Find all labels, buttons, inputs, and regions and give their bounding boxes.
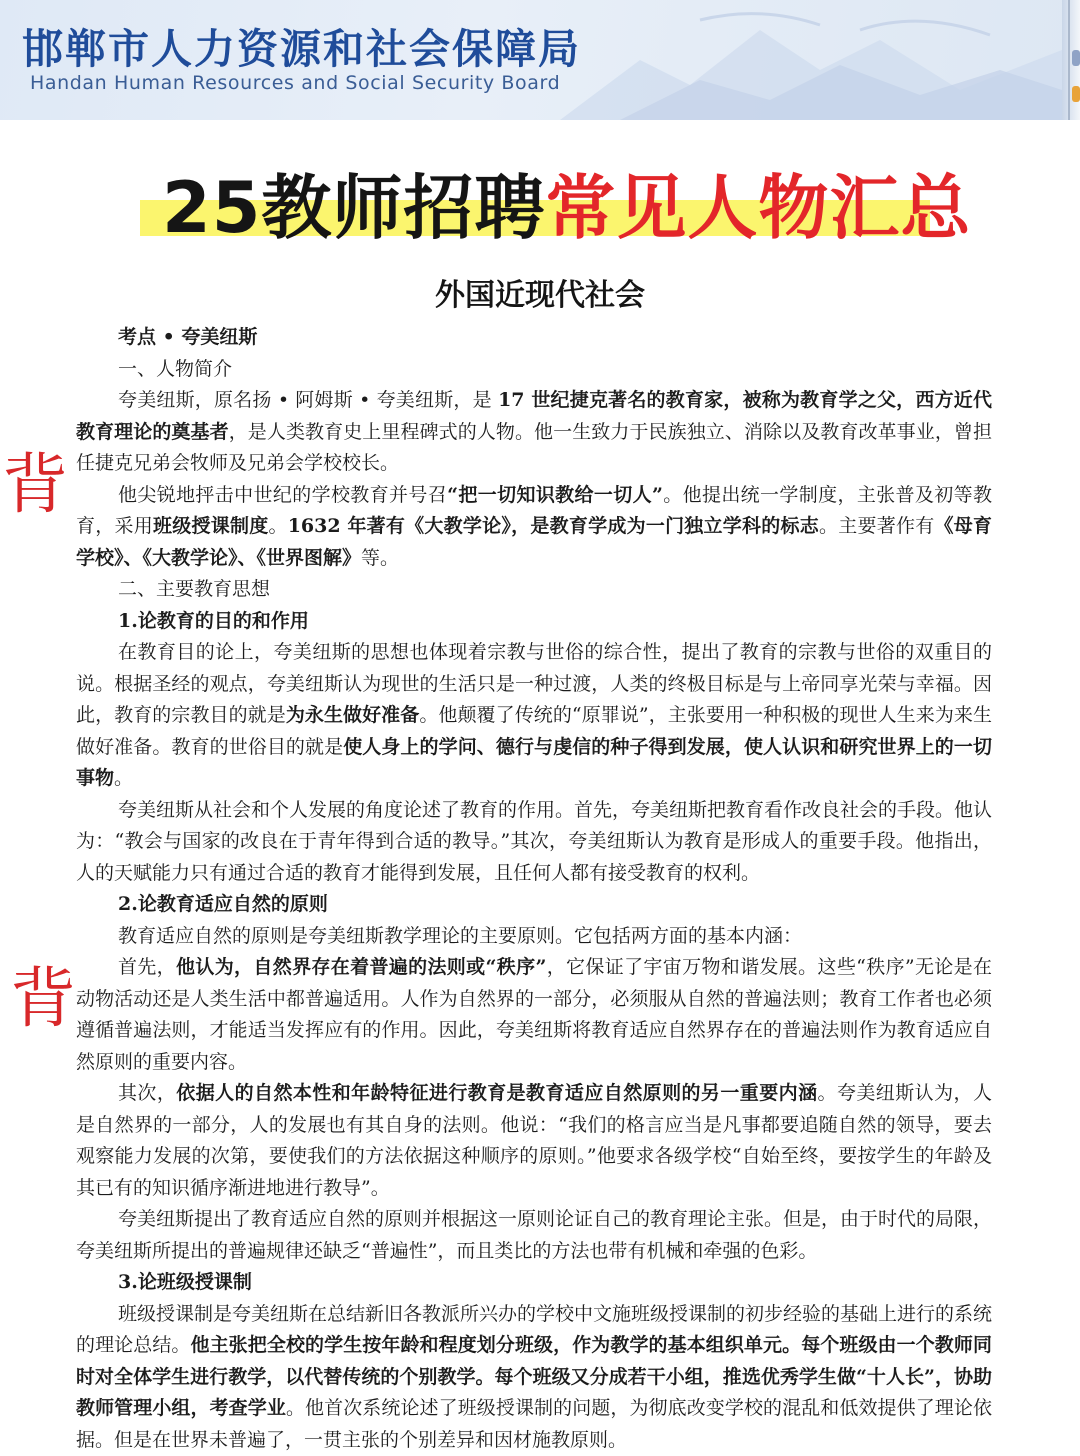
org-name-cn: 邯郸市人力资源和社会保障局 xyxy=(22,16,581,75)
heading-thoughts: 二、主要教育思想 xyxy=(76,574,992,606)
title-black: 25教师招聘 xyxy=(162,167,545,249)
heading-intro: 一、人物简介 xyxy=(76,354,992,386)
paragraph: 夸美纽斯，原名扬 • 阿姆斯 • 夸美纽斯，是 17 世纪捷克著名的教育家，被称为教育学之父，西方近代教育理论的奠基者，是人类教育史上里程碑式的人物。他一生致力于民族独立、消除以及教育改革事业，曾担任捷克兄弟会牧师及兄弟会学校校长。 xyxy=(76,385,992,480)
paragraph: 在教育目的论上，夸美纽斯的思想也体现着宗教与世俗的综合性，提出了教育的宗教与世俗的双重目的说。根据圣经的观点，夸美纽斯认为现世的生活只是一种过渡，人类的终极目标是与上帝同享光荣与幸福。因此，教育的宗教目的就是为永生做好准备。他颠覆了传统的“原罪说”，主张要用一种积极的现世人生来为来生做好准备。教育的世俗目的就是使人身上的学问、德行与虔信的种子得到发展，使人认识和研究世界上的一切事物。 xyxy=(76,637,992,795)
paragraph: 班级授课制是夸美纽斯在总结新旧各教派所兴办的学校中文施班级授课制的初步经验的基础上进行的系统的理论总结。他主张把全校的学生按年龄和程度划分班级，作为教学的基本组织单元。每个班级由一个教师同时对全体学生进行教学，以代替传统的个别教学。每个班级又分成若干小组，推选优秀学生做“十人长”，协助教师管理小组，考查学业。他首次系统论述了班级授课制的问题，为彻底改变学校的混乱和低效提供了理论依据。但是在世界未普遍了，一贯主张的个别差异和因材施教原则。 xyxy=(76,1299,992,1456)
article-body xyxy=(76,322,992,1456)
subheading: 2.论教育适应自然的原则 xyxy=(76,889,992,921)
subheading: 3.论班级授课制 xyxy=(76,1267,992,1299)
header-banner xyxy=(0,0,1062,120)
title-red: 常见人物汇总 xyxy=(545,167,971,249)
kaodian-heading: 考点 • 夸美纽斯 xyxy=(76,322,992,354)
paragraph: 他尖锐地抨击中世纪的学校教育并号召“把一切知识教给一切人”。他提出统一学制度，主张普及初等教育，采用班级授课制度。1632 年著有《大教学论》，是教育学成为一门独立学科的标志。主要著作有《母育学校》、《大教学论》、《世界图解》等。 xyxy=(76,480,992,575)
section-title: 外国近现代社会 xyxy=(0,270,1080,314)
page-title xyxy=(140,146,940,246)
recite-mark: 背 xyxy=(10,966,76,1032)
paragraph: 教育适应自然的原则是夸美纽斯教学理论的主要原则。它包括两方面的基本内涵： xyxy=(76,921,992,953)
subheading: 1.论教育的目的和作用 xyxy=(76,606,992,638)
paragraph: 夸美纽斯从社会和个人发展的角度论述了教育的作用。首先，夸美纽斯把教育看作改良社会的手段。他认为：“教会与国家的改良在于青年得到合适的教导。”其次，夸美纽斯认为教育是形成人的重要手段。他指出，人的天赋能力只有通过合适的教育才能得到发展，且任何人都有接受教育的权利。 xyxy=(76,795,992,890)
recite-mark: 背 xyxy=(2,452,68,518)
edge-strip xyxy=(1062,0,1080,120)
org-name-en: Handan Human Resources and Social Security Board xyxy=(30,72,560,94)
paragraph: 夸美纽斯提出了教育适应自然的原则并根据这一原则论证自己的教育理论主张。但是，由于时代的局限，夸美纽斯所提出的普遍规律还缺乏“普遍性”，而且类比的方法也带有机械和牵强的色彩。 xyxy=(76,1204,992,1267)
paragraph: 其次，依据人的自然本性和年龄特征进行教育是教育适应自然原则的另一重要内涵。夸美纽斯认为，人是自然界的一部分，人的发展也有其自身的法则。他说：“我们的格言应当是凡事都要追随自然的领导，要去观察能力发展的次第，要使我们的方法依据这种顺序的原则。”他要求各级学校“自始至终，要按学生的年龄及其已有的知识循序渐进地进行教导”。 xyxy=(76,1078,992,1204)
paragraph: 首先，他认为，自然界存在着普遍的法则或“秩序”，它保证了宇宙万物和谐发展。这些“秩序”无论是在动物活动还是人类生活中都普遍适用。人作为自然界的一部分，必须服从自然的普遍法则；教育工作者也必须遵循普遍法则，才能适当发挥应有的作用。因此，夸美纽斯将教育适应自然界存在的普遍法则作为教育适应自然原则的重要内容。 xyxy=(76,952,992,1078)
